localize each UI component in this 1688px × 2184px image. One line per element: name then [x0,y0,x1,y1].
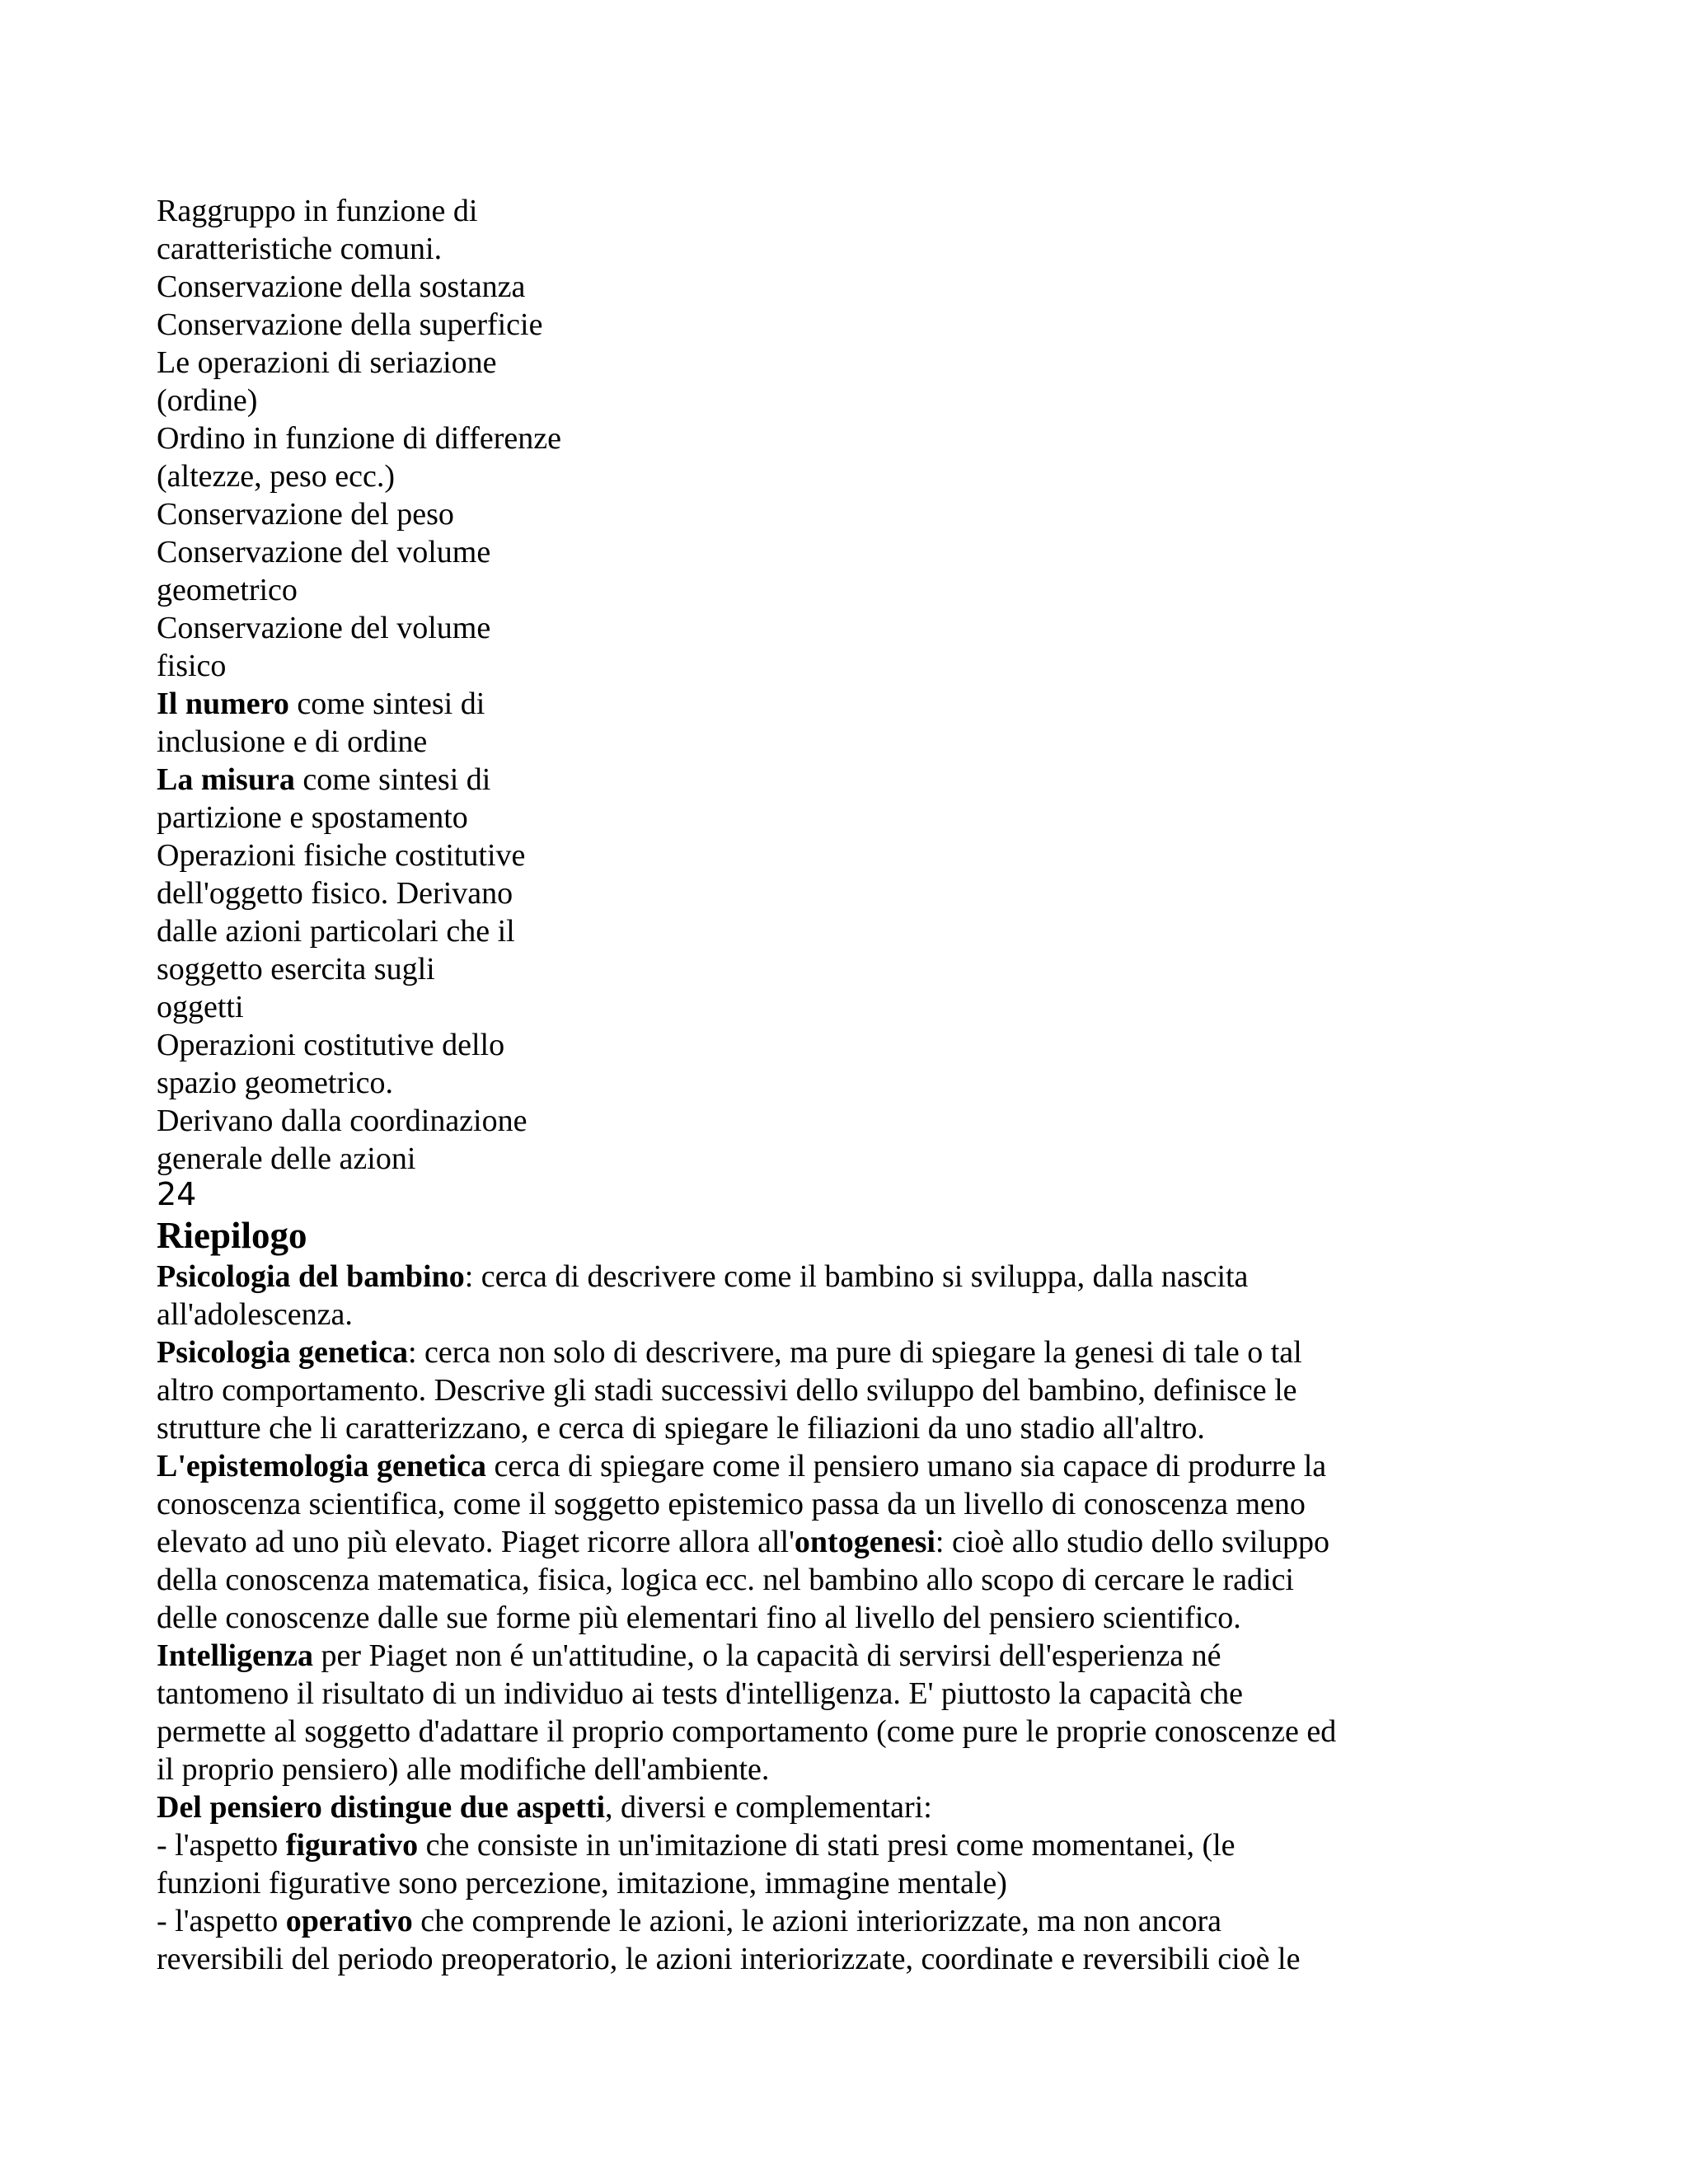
body-line [157,1940,1624,1978]
left-column-line [157,344,668,382]
line-text: reversibili del periodo preoperatorio, le azioni interiorizzate, coordinate e reversibili cioè le [157,1942,1301,1976]
line-text: : cioè allo studio dello sviluppo [935,1525,1330,1559]
left-column-line [157,571,668,609]
line-text: all'adolescenza. [157,1297,353,1332]
line-text: fisico [157,649,227,683]
line-text: Derivano dalla coordinazione [157,1104,528,1138]
line-text: come sintesi di [288,687,485,721]
line-text: permette al soggetto d'adattare il proprio comportamento (come pure le proprie conoscenze ed [157,1714,1337,1749]
line-text: caratteristiche comuni. [157,232,443,266]
line-text: Le operazioni di seriazione [157,345,497,380]
line-text: elevato ad uno più elevato. Piaget ricorre allora all' [157,1525,795,1559]
line-text: spazio geometrico. [157,1066,394,1100]
left-column-line [157,609,668,647]
line-text: dalle azioni particolari che il [157,914,515,949]
left-column-text [157,192,668,1178]
bold-term: figurativo [285,1828,419,1863]
line-text: come sintesi di [294,762,491,797]
left-column-line [157,457,668,495]
line-text: geometrico [157,573,298,607]
line-text: strutture che li caratterizzano, e cerca di spiegare le filiazioni da uno stadio all'altro. [157,1411,1205,1446]
line-text: Conservazione della superficie [157,307,543,342]
left-column-line [157,1140,668,1178]
body-line [157,1371,1624,1409]
body-line [157,1826,1624,1864]
line-text: , diversi e complementari: [605,1790,932,1825]
line-text: cerca di spiegare come il pensiero umano sia capace di produrre la [485,1449,1327,1483]
left-column-line [157,1064,668,1102]
body-line [157,1409,1624,1447]
body-line [157,1523,1624,1561]
body-line [157,1258,1624,1296]
line-text: delle conoscenze dalle sue forme più elementari fino al livello del pensiero scientifico. [157,1601,1241,1635]
page-number: 24 [157,1176,197,1212]
line-text: (altezze, peso ecc.) [157,459,396,494]
line-text: soggetto esercita sugli [157,952,435,987]
left-column-line [157,950,668,988]
left-column-line [157,306,668,344]
line-text: che consiste in un'imitazione di stati presi come momentanei, (le [418,1828,1236,1863]
line-text: Conservazione del volume [157,611,491,645]
section-heading: Riepilogo [157,1215,307,1256]
summary-body-text [157,1258,1624,1978]
left-column-line [157,1102,668,1140]
left-column-line [157,495,668,533]
body-line [157,1864,1624,1902]
bold-term: operativo [285,1904,413,1938]
left-column-line [157,1026,668,1064]
left-column-line [157,988,668,1026]
line-text: (ordine) [157,383,258,418]
left-column-line [157,382,668,419]
left-column-line [157,268,668,306]
line-text: - l'aspetto [157,1828,286,1863]
left-column-line [157,874,668,912]
body-line [157,1637,1624,1675]
line-text: : cerca non solo di descrivere, ma pure di spiegare la genesi di tale o tal [407,1335,1302,1370]
left-column-line [157,647,668,685]
left-column-line [157,761,668,799]
line-text: funzioni figurative sono percezione, imitazione, immagine mentale) [157,1866,1007,1900]
line-text: Operazioni costitutive dello [157,1028,505,1062]
left-column-line [157,837,668,874]
bold-term: Psicologia genetica [157,1335,408,1370]
line-text: Conservazione del peso [157,497,454,532]
bold-term: Del pensiero distingue due aspetti [157,1790,606,1825]
left-column-line [157,230,668,268]
line-text: : cerca di descrivere come il bambino si sviluppa, dalla nascita [464,1259,1249,1294]
body-line [157,1750,1624,1788]
left-column-line [157,685,668,723]
line-text: il proprio pensiero) alle modifiche dell'ambiente. [157,1752,770,1787]
line-text: Conservazione del volume [157,535,491,569]
line-text: conoscenza scientifica, come il soggetto epistemico passa da un livello di conoscenza meno [157,1487,1306,1521]
line-text: Conservazione della sostanza [157,269,526,304]
line-text: Raggruppo in funzione di [157,194,478,228]
line-text: per Piaget non é un'attitudine, o la capacità di servirsi dell'esperienza né [312,1638,1221,1673]
body-line [157,1485,1624,1523]
line-text: - l'aspetto [157,1904,286,1938]
body-line [157,1296,1624,1333]
line-text: della conoscenza matematica, fisica, logica ecc. nel bambino allo scopo di cercare le radici [157,1563,1294,1597]
bold-term: Psicologia del bambino [157,1259,465,1294]
line-text: partizione e spostamento [157,800,468,835]
left-column-line [157,419,668,457]
bold-term: ontogenesi [794,1525,935,1559]
left-column-line [157,912,668,950]
line-text: oggetti [157,990,244,1024]
line-text: altro comportamento. Descrive gli stadi successivi dello sviluppo del bambino, definisce le [157,1373,1297,1408]
bold-term: La misura [157,762,295,797]
bold-term: L'epistemologia genetica [157,1449,486,1483]
left-column-line [157,799,668,837]
line-text: Operazioni fisiche costitutive [157,838,526,873]
line-text: dell'oggetto fisico. Derivano [157,876,513,911]
body-line [157,1561,1624,1599]
left-column-line [157,533,668,571]
line-text: Ordino in funzione di differenze [157,421,562,456]
bold-term: Il numero [157,687,289,721]
line-text: che comprende le azioni, le azioni interiorizzate, ma non ancora [412,1904,1221,1938]
body-line [157,1599,1624,1637]
body-line [157,1713,1624,1750]
body-line [157,1902,1624,1940]
line-text: generale delle azioni [157,1141,416,1176]
left-column-line [157,192,668,230]
line-text: inclusione e di ordine [157,724,428,759]
body-line [157,1788,1624,1826]
left-column-line [157,723,668,761]
bold-term: Intelligenza [157,1638,313,1673]
body-line [157,1447,1624,1485]
body-line [157,1675,1624,1713]
body-line [157,1333,1624,1371]
line-text: tantomeno il risultato di un individuo ai tests d'intelligenza. E' piuttosto la capacità che [157,1676,1244,1711]
